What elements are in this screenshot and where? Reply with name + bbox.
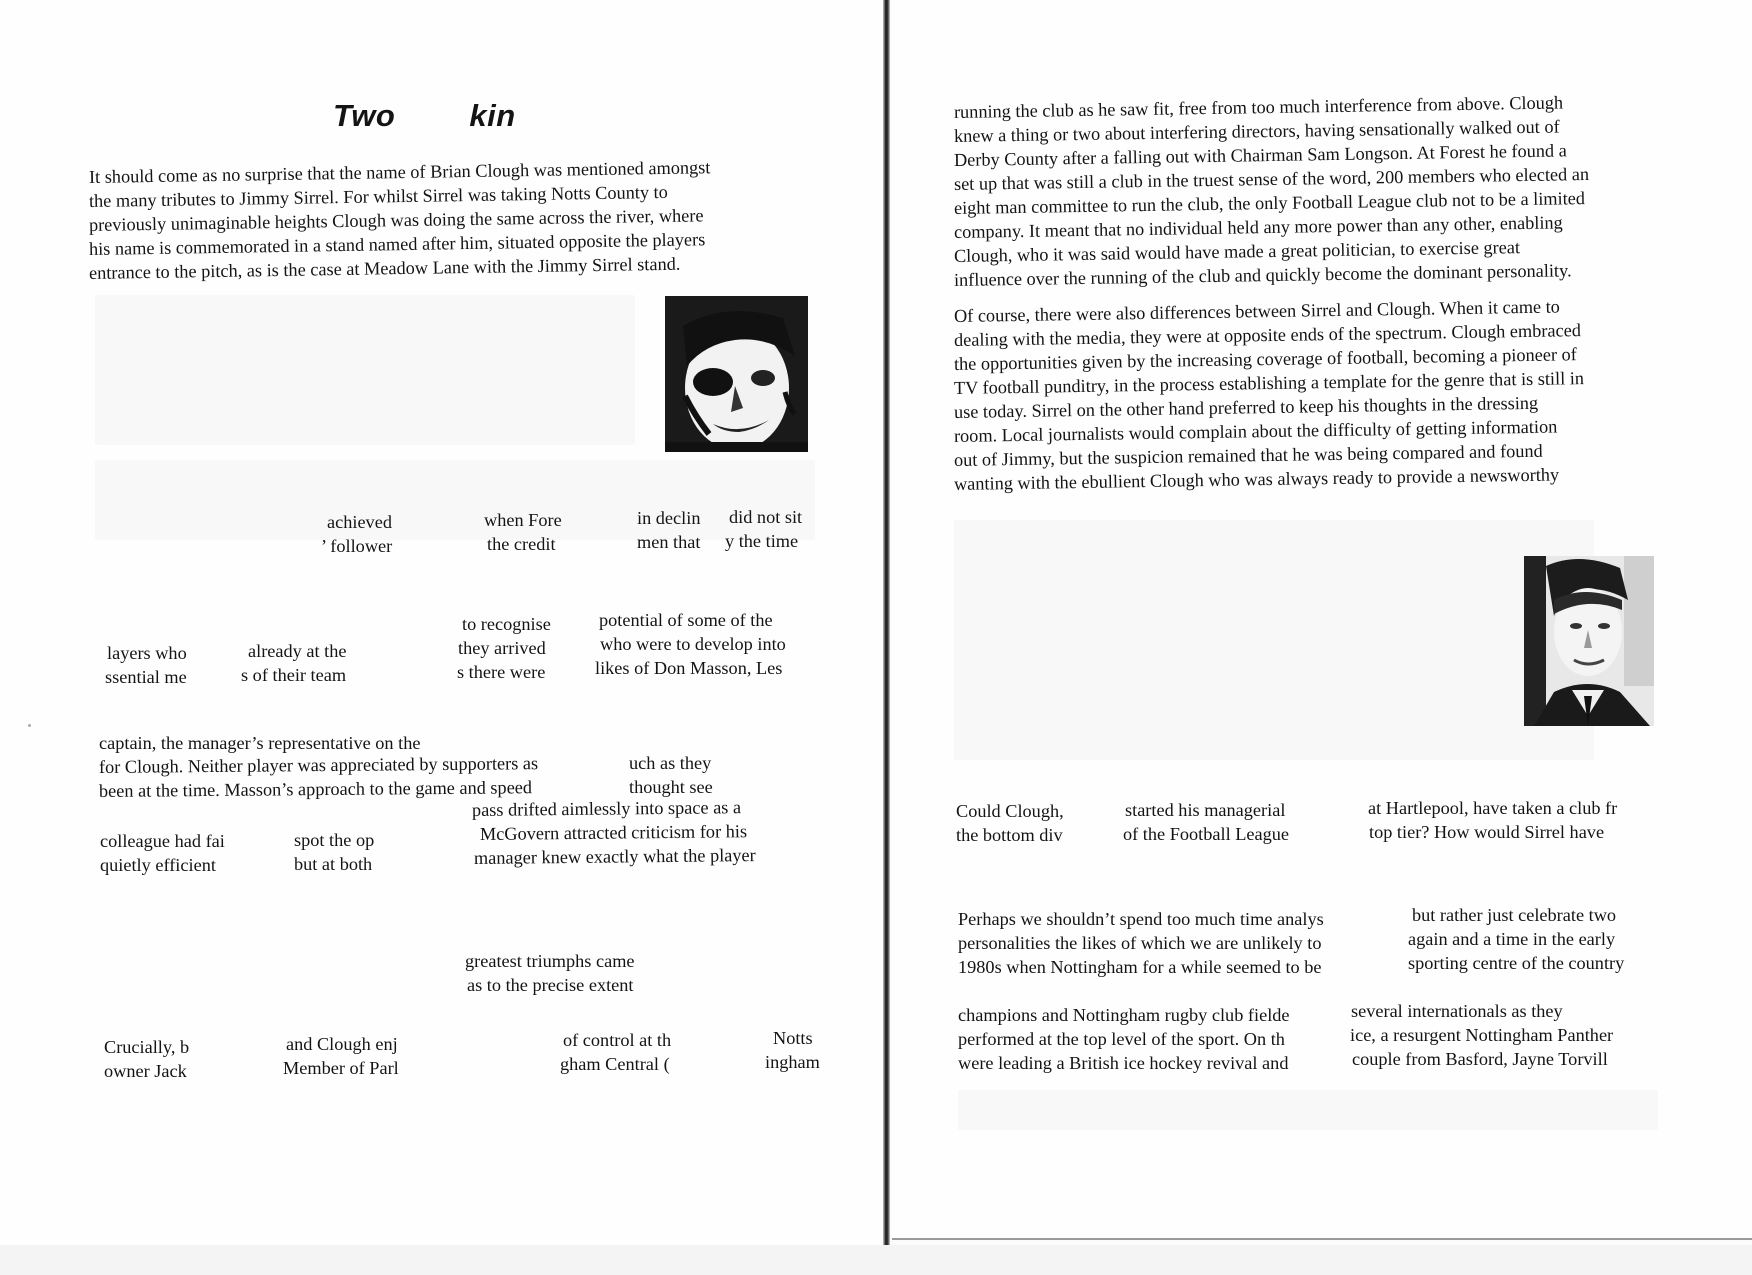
text-fragment: uch as they bbox=[629, 753, 712, 773]
text-fragment: but rather just celebrate two bbox=[1412, 905, 1617, 925]
text-fragment: s there were bbox=[457, 662, 546, 682]
text-fragment: likes of Don Masson, Les bbox=[595, 658, 783, 678]
body-line: use today. Sirrel on the other hand preferred to keep his thoughts in the dressing bbox=[953, 392, 1539, 422]
text-fragment: they arrived bbox=[458, 638, 546, 658]
text-fragment: the bottom div bbox=[956, 825, 1063, 845]
body-line: Of course, there were also differences between Sirrel and Clough. When it came to bbox=[953, 296, 1561, 326]
book-spine bbox=[883, 0, 890, 1250]
faded-text-block bbox=[95, 295, 635, 445]
text-fragment: as to the precise extent bbox=[467, 975, 634, 995]
text-fragment: already at the bbox=[248, 641, 347, 661]
scan-background bbox=[0, 1245, 1752, 1275]
text-fragment: captain, the manager’s representative on the bbox=[99, 733, 421, 753]
text-fragment: colleague had fai bbox=[100, 831, 225, 851]
text-fragment: did not sit bbox=[729, 507, 803, 527]
text-fragment: achieved bbox=[327, 512, 392, 532]
text-fragment: spot the op bbox=[294, 830, 375, 850]
speck bbox=[28, 724, 31, 727]
body-line: out of Jimmy, but the suspicion remained that he was being compared and found bbox=[953, 440, 1543, 470]
sirrel-photo-image bbox=[665, 296, 808, 452]
body-line: Derby County after a falling out with Chairman Sam Longson. At Forest he found a bbox=[953, 140, 1567, 170]
text-fragment: again and a time in the early bbox=[1408, 929, 1616, 949]
intro-line: It should come as no surprise that the name of Brian Clough was mentioned amongst bbox=[88, 157, 711, 187]
text-fragment: greatest triumphs came bbox=[465, 951, 635, 971]
left-page bbox=[0, 0, 886, 1248]
body-line: eight man committee to run the club, the only Football League club not to be a limited bbox=[953, 188, 1586, 218]
faded-text-block bbox=[95, 460, 815, 540]
sirrel-photo bbox=[665, 296, 808, 452]
text-fragment: Could Clough, bbox=[956, 801, 1064, 821]
text-fragment: ice, a resurgent Nottingham Panther bbox=[1350, 1025, 1614, 1045]
body-line: dealing with the media, they were at opposite ends of the spectrum. Clough embraced bbox=[953, 320, 1582, 350]
text-fragment: several internationals as they bbox=[1351, 1001, 1563, 1021]
text-fragment: thought see bbox=[629, 777, 713, 797]
text-fragment: pass drifted aimlessly into space as a bbox=[471, 797, 742, 820]
text-fragment: 1980s when Nottingham for a while seemed to be bbox=[958, 957, 1322, 977]
body-line: room. Local journalists would complain about the difficulty of getting information bbox=[953, 416, 1558, 446]
text-fragment: were leading a British ice hockey revival and bbox=[958, 1053, 1289, 1073]
text-fragment: potential of some of the bbox=[599, 610, 773, 630]
text-fragment: owner Jack bbox=[104, 1061, 187, 1081]
text-fragment: for Clough. Neither player was appreciated by supporters as bbox=[98, 753, 539, 777]
text-fragment: been at the time. Masson’s approach to the game and speed bbox=[98, 777, 533, 801]
text-fragment: and Clough enj bbox=[286, 1034, 398, 1054]
body-line: set up that was still a club in the truest sense of the word, 200 members who elected an bbox=[953, 164, 1590, 194]
intro-line: the many tributes to Jimmy Sirrel. For whilst Sirrel was taking Notts County to bbox=[88, 181, 668, 211]
text-fragment: ssential me bbox=[105, 667, 187, 687]
text-fragment: ingham bbox=[765, 1052, 820, 1072]
body-line: running the club as he saw fit, free from too much interference from above. Clough bbox=[953, 92, 1564, 122]
text-fragment: Notts bbox=[773, 1028, 813, 1048]
intro-line: entrance to the pitch, as is the case at Meadow Lane with the Jimmy Sirrel stand. bbox=[88, 253, 681, 283]
text-fragment: couple from Basford, Jayne Torvill bbox=[1352, 1049, 1608, 1069]
faded-text-block bbox=[954, 520, 1594, 760]
text-fragment: ’ follower bbox=[321, 536, 393, 556]
text-fragment: who were to develop into bbox=[600, 634, 786, 654]
text-fragment: champions and Nottingham rugby club fielde bbox=[958, 1005, 1290, 1025]
title-word-2: kin bbox=[469, 98, 516, 133]
body-line: the opportunities given by the increasing coverage of football, becoming a pioneer of bbox=[953, 344, 1577, 374]
text-fragment: performed at the top level of the sport. On th bbox=[958, 1029, 1285, 1049]
body-line: Clough, who it was said would have made a great politician, to exercise great bbox=[953, 237, 1521, 266]
text-fragment: sporting centre of the country bbox=[1408, 953, 1625, 973]
title-word-1: Two bbox=[333, 98, 396, 133]
text-fragment: of control at th bbox=[563, 1030, 672, 1050]
text-fragment: Perhaps we shouldn’t spend too much time analys bbox=[958, 909, 1324, 929]
text-fragment: but at both bbox=[294, 854, 373, 874]
text-fragment: at Hartlepool, have taken a club fr bbox=[1368, 798, 1618, 818]
clough-photo-image bbox=[1524, 556, 1654, 726]
text-fragment: McGovern attracted criticism for his bbox=[479, 821, 748, 844]
text-fragment: of the Football League bbox=[1123, 824, 1290, 844]
body-line: TV football punditry, in the process establishing a template for the genre that is still in bbox=[953, 368, 1585, 398]
text-fragment: to recognise bbox=[462, 614, 551, 634]
text-fragment: the credit bbox=[487, 534, 556, 554]
body-line: knew a thing or two about interfering directors, having sensationally walked out of bbox=[953, 116, 1560, 146]
body-line: influence over the running of the club and quickly become the dominant personality. bbox=[953, 260, 1572, 290]
body-line: company. It meant that no individual held any more power than any other, enabling bbox=[953, 212, 1563, 242]
text-fragment: Crucially, b bbox=[104, 1037, 190, 1057]
text-fragment: y the time bbox=[725, 531, 799, 551]
text-fragment: when Fore bbox=[484, 510, 562, 530]
text-fragment: top tier? How would Sirrel have bbox=[1369, 822, 1605, 842]
text-fragment: s of their team bbox=[241, 665, 347, 685]
text-fragment: manager knew exactly what the player bbox=[473, 845, 756, 868]
text-fragment: in declin bbox=[637, 508, 701, 528]
intro-line: his name is commemorated in a stand named after him, situated opposite the players bbox=[88, 229, 706, 259]
faded-text-block bbox=[958, 1090, 1658, 1130]
article-title bbox=[333, 98, 516, 134]
text-fragment: men that bbox=[637, 532, 701, 552]
text-fragment: quietly efficient bbox=[100, 855, 216, 875]
text-fragment: personalities the likes of which we are unlikely to bbox=[958, 933, 1322, 953]
text-fragment: Member of Parl bbox=[283, 1058, 399, 1078]
text-fragment: gham Central ( bbox=[560, 1054, 670, 1074]
text-fragment: started his managerial bbox=[1125, 800, 1286, 820]
text-fragment: layers who bbox=[107, 643, 187, 663]
body-line: wanting with the ebullient Clough who was always ready to provide a newsworthy bbox=[953, 464, 1560, 494]
intro-line: previously unimaginable heights Clough was doing the same across the river, where bbox=[88, 205, 704, 235]
clough-photo bbox=[1524, 556, 1654, 726]
right-page bbox=[892, 0, 1752, 1240]
